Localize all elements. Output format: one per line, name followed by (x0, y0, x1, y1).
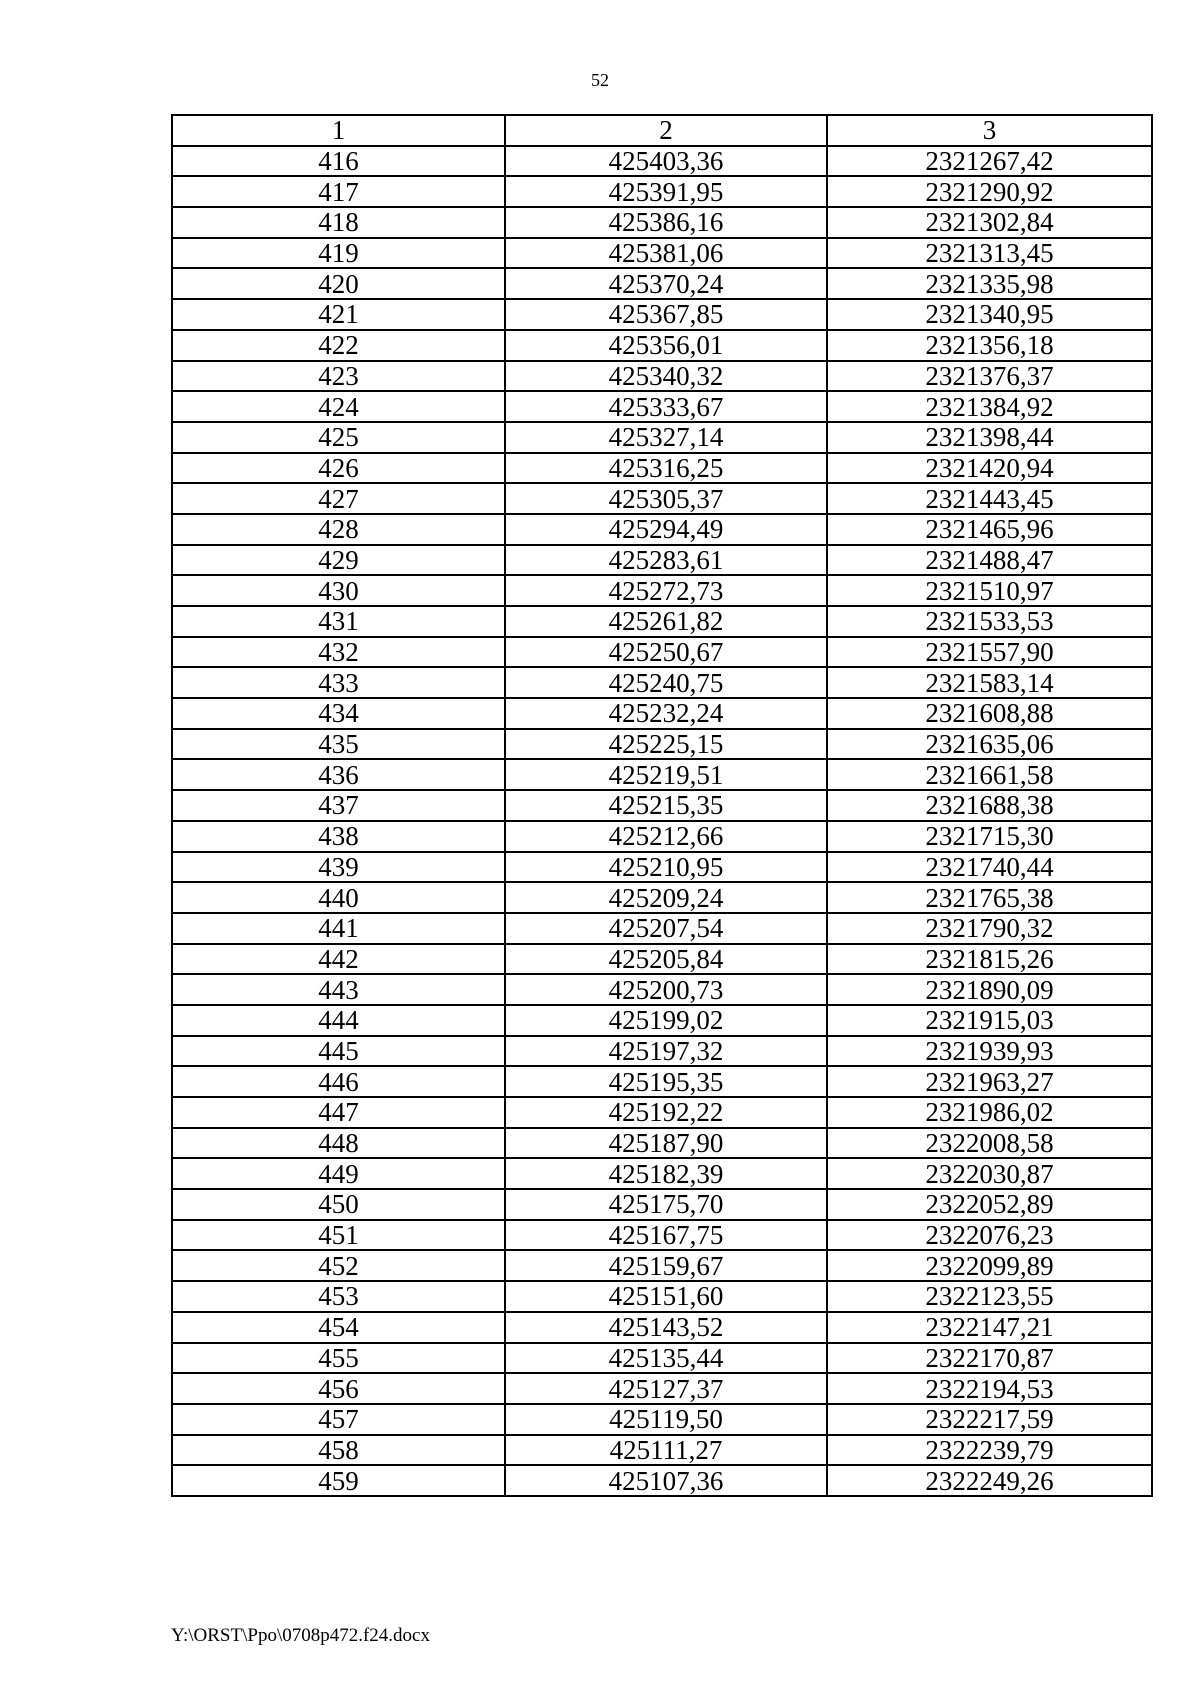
table-row (172, 698, 1152, 729)
table-row (172, 483, 1152, 514)
y-coordinate-cell: 2322217,59 (827, 1404, 1152, 1435)
point-number-cell: 418 (172, 207, 505, 238)
y-coordinate-cell: 2321376,37 (827, 361, 1152, 392)
y-coordinate-cell: 2321661,58 (827, 759, 1152, 790)
x-coordinate-cell: 425225,15 (505, 729, 827, 760)
x-coordinate-cell: 425199,02 (505, 1005, 827, 1036)
x-coordinate-cell: 425175,70 (505, 1189, 827, 1220)
table-row (172, 514, 1152, 545)
x-coordinate-cell: 425272,73 (505, 575, 827, 606)
x-coordinate-cell: 425159,67 (505, 1250, 827, 1281)
table-row (172, 729, 1152, 760)
y-coordinate-cell: 2321267,42 (827, 146, 1152, 177)
y-coordinate-cell: 2322239,79 (827, 1435, 1152, 1466)
x-coordinate-cell: 425240,75 (505, 667, 827, 698)
point-number-cell: 426 (172, 453, 505, 484)
table-row (172, 330, 1152, 361)
x-coordinate-cell: 425197,32 (505, 1036, 827, 1067)
point-number-cell: 422 (172, 330, 505, 361)
y-coordinate-cell: 2321488,47 (827, 545, 1152, 576)
point-number-cell: 441 (172, 913, 505, 944)
table-row (172, 1036, 1152, 1067)
table-row (172, 1250, 1152, 1281)
point-number-cell: 428 (172, 514, 505, 545)
y-coordinate-cell: 2321688,38 (827, 790, 1152, 821)
x-coordinate-cell: 425327,14 (505, 422, 827, 453)
y-coordinate-cell: 2321443,45 (827, 483, 1152, 514)
y-coordinate-cell: 2321765,38 (827, 882, 1152, 913)
y-coordinate-cell: 2321420,94 (827, 453, 1152, 484)
y-coordinate-cell: 2321890,09 (827, 974, 1152, 1005)
point-number-cell: 417 (172, 176, 505, 207)
point-number-cell: 421 (172, 299, 505, 330)
y-coordinate-cell: 2321815,26 (827, 944, 1152, 975)
table-row (172, 852, 1152, 883)
y-coordinate-cell: 2321510,97 (827, 575, 1152, 606)
y-coordinate-cell: 2321963,27 (827, 1066, 1152, 1097)
x-coordinate-cell: 425283,61 (505, 545, 827, 576)
y-coordinate-cell: 2321635,06 (827, 729, 1152, 760)
table-body (172, 146, 1152, 1496)
point-number-cell: 432 (172, 637, 505, 668)
point-number-cell: 451 (172, 1220, 505, 1251)
point-number-cell: 434 (172, 698, 505, 729)
y-coordinate-cell: 2322249,26 (827, 1465, 1152, 1496)
table-row (172, 238, 1152, 269)
table-row (172, 361, 1152, 392)
table-row (172, 606, 1152, 637)
point-number-cell: 448 (172, 1128, 505, 1159)
x-coordinate-cell: 425195,35 (505, 1066, 827, 1097)
point-number-cell: 423 (172, 361, 505, 392)
y-coordinate-cell: 2321313,45 (827, 238, 1152, 269)
x-coordinate-cell: 425219,51 (505, 759, 827, 790)
x-coordinate-cell: 425111,27 (505, 1435, 827, 1466)
coordinates-table (171, 114, 1153, 1497)
table-row (172, 637, 1152, 668)
point-number-cell: 420 (172, 268, 505, 299)
table-row (172, 453, 1152, 484)
y-coordinate-cell: 2321608,88 (827, 698, 1152, 729)
x-coordinate-cell: 425167,75 (505, 1220, 827, 1251)
point-number-cell: 459 (172, 1465, 505, 1496)
y-coordinate-cell: 2321583,14 (827, 667, 1152, 698)
x-coordinate-cell: 425215,35 (505, 790, 827, 821)
column-header-3: 3 (827, 115, 1152, 146)
point-number-cell: 442 (172, 944, 505, 975)
x-coordinate-cell: 425182,39 (505, 1158, 827, 1189)
point-number-cell: 458 (172, 1435, 505, 1466)
table-row (172, 299, 1152, 330)
x-coordinate-cell: 425261,82 (505, 606, 827, 637)
point-number-cell: 438 (172, 821, 505, 852)
table-row (172, 1066, 1152, 1097)
table-row (172, 882, 1152, 913)
y-coordinate-cell: 2321557,90 (827, 637, 1152, 668)
y-coordinate-cell: 2322123,55 (827, 1281, 1152, 1312)
x-coordinate-cell: 425207,54 (505, 913, 827, 944)
table-row (172, 974, 1152, 1005)
x-coordinate-cell: 425391,95 (505, 176, 827, 207)
x-coordinate-cell: 425386,16 (505, 207, 827, 238)
point-number-cell: 419 (172, 238, 505, 269)
y-coordinate-cell: 2321384,92 (827, 391, 1152, 422)
x-coordinate-cell: 425356,01 (505, 330, 827, 361)
x-coordinate-cell: 425135,44 (505, 1343, 827, 1374)
y-coordinate-cell: 2322194,53 (827, 1373, 1152, 1404)
point-number-cell: 450 (172, 1189, 505, 1220)
column-header-1: 1 (172, 115, 505, 146)
table-row (172, 1404, 1152, 1435)
table-row (172, 667, 1152, 698)
point-number-cell: 424 (172, 391, 505, 422)
point-number-cell: 436 (172, 759, 505, 790)
y-coordinate-cell: 2321335,98 (827, 268, 1152, 299)
point-number-cell: 416 (172, 146, 505, 177)
x-coordinate-cell: 425200,73 (505, 974, 827, 1005)
point-number-cell: 447 (172, 1097, 505, 1128)
point-number-cell: 429 (172, 545, 505, 576)
point-number-cell: 437 (172, 790, 505, 821)
point-number-cell: 454 (172, 1312, 505, 1343)
point-number-cell: 439 (172, 852, 505, 883)
table-header (172, 115, 1152, 146)
header-row (172, 115, 1152, 146)
footer-file-path: Y:\ORST\Ppo\0708p472.f24.docx (171, 1625, 430, 1646)
y-coordinate-cell: 2322052,89 (827, 1189, 1152, 1220)
table-row (172, 1373, 1152, 1404)
table-row (172, 1005, 1152, 1036)
table-row (172, 1435, 1152, 1466)
point-number-cell: 443 (172, 974, 505, 1005)
x-coordinate-cell: 425316,25 (505, 453, 827, 484)
y-coordinate-cell: 2322170,87 (827, 1343, 1152, 1374)
y-coordinate-cell: 2322099,89 (827, 1250, 1152, 1281)
table-row (172, 1343, 1152, 1374)
point-number-cell: 455 (172, 1343, 505, 1374)
x-coordinate-cell: 425381,06 (505, 238, 827, 269)
table-row (172, 268, 1152, 299)
table-row (172, 913, 1152, 944)
table-row (172, 821, 1152, 852)
y-coordinate-cell: 2321986,02 (827, 1097, 1152, 1128)
table-row (172, 391, 1152, 422)
table-row (172, 176, 1152, 207)
table-row (172, 1465, 1152, 1496)
x-coordinate-cell: 425305,37 (505, 483, 827, 514)
y-coordinate-cell: 2321939,93 (827, 1036, 1152, 1067)
y-coordinate-cell: 2321915,03 (827, 1005, 1152, 1036)
table-row (172, 1097, 1152, 1128)
table-row (172, 422, 1152, 453)
point-number-cell: 457 (172, 1404, 505, 1435)
table-row (172, 146, 1152, 177)
x-coordinate-cell: 425250,67 (505, 637, 827, 668)
table-row (172, 1189, 1152, 1220)
x-coordinate-cell: 425107,36 (505, 1465, 827, 1496)
x-coordinate-cell: 425367,85 (505, 299, 827, 330)
table-row (172, 207, 1152, 238)
x-coordinate-cell: 425210,95 (505, 852, 827, 883)
x-coordinate-cell: 425209,24 (505, 882, 827, 913)
x-coordinate-cell: 425119,50 (505, 1404, 827, 1435)
x-coordinate-cell: 425151,60 (505, 1281, 827, 1312)
y-coordinate-cell: 2322076,23 (827, 1220, 1152, 1251)
point-number-cell: 440 (172, 882, 505, 913)
x-coordinate-cell: 425333,67 (505, 391, 827, 422)
y-coordinate-cell: 2321398,44 (827, 422, 1152, 453)
point-number-cell: 456 (172, 1373, 505, 1404)
point-number-cell: 444 (172, 1005, 505, 1036)
table-row (172, 1220, 1152, 1251)
point-number-cell: 433 (172, 667, 505, 698)
point-number-cell: 430 (172, 575, 505, 606)
point-number-cell: 435 (172, 729, 505, 760)
y-coordinate-cell: 2321790,32 (827, 913, 1152, 944)
column-header-2: 2 (505, 115, 827, 146)
y-coordinate-cell: 2321465,96 (827, 514, 1152, 545)
y-coordinate-cell: 2321302,84 (827, 207, 1152, 238)
x-coordinate-cell: 425205,84 (505, 944, 827, 975)
table-row (172, 944, 1152, 975)
x-coordinate-cell: 425192,22 (505, 1097, 827, 1128)
table-row (172, 575, 1152, 606)
x-coordinate-cell: 425187,90 (505, 1128, 827, 1159)
point-number-cell: 453 (172, 1281, 505, 1312)
x-coordinate-cell: 425403,36 (505, 146, 827, 177)
point-number-cell: 452 (172, 1250, 505, 1281)
x-coordinate-cell: 425143,52 (505, 1312, 827, 1343)
y-coordinate-cell: 2322030,87 (827, 1158, 1152, 1189)
point-number-cell: 431 (172, 606, 505, 637)
page-number: 52 (591, 70, 609, 90)
table-row (172, 759, 1152, 790)
y-coordinate-cell: 2321533,53 (827, 606, 1152, 637)
table-row (172, 545, 1152, 576)
table-row (172, 1312, 1152, 1343)
point-number-cell: 449 (172, 1158, 505, 1189)
point-number-cell: 425 (172, 422, 505, 453)
y-coordinate-cell: 2321356,18 (827, 330, 1152, 361)
table-row (172, 1281, 1152, 1312)
y-coordinate-cell: 2321740,44 (827, 852, 1152, 883)
table-row (172, 1158, 1152, 1189)
point-number-cell: 445 (172, 1036, 505, 1067)
y-coordinate-cell: 2321290,92 (827, 176, 1152, 207)
y-coordinate-cell: 2322008,58 (827, 1128, 1152, 1159)
point-number-cell: 446 (172, 1066, 505, 1097)
x-coordinate-cell: 425127,37 (505, 1373, 827, 1404)
y-coordinate-cell: 2321715,30 (827, 821, 1152, 852)
y-coordinate-cell: 2322147,21 (827, 1312, 1152, 1343)
x-coordinate-cell: 425294,49 (505, 514, 827, 545)
y-coordinate-cell: 2321340,95 (827, 299, 1152, 330)
x-coordinate-cell: 425232,24 (505, 698, 827, 729)
table-row (172, 1128, 1152, 1159)
table-row (172, 790, 1152, 821)
x-coordinate-cell: 425212,66 (505, 821, 827, 852)
point-number-cell: 427 (172, 483, 505, 514)
x-coordinate-cell: 425340,32 (505, 361, 827, 392)
x-coordinate-cell: 425370,24 (505, 268, 827, 299)
